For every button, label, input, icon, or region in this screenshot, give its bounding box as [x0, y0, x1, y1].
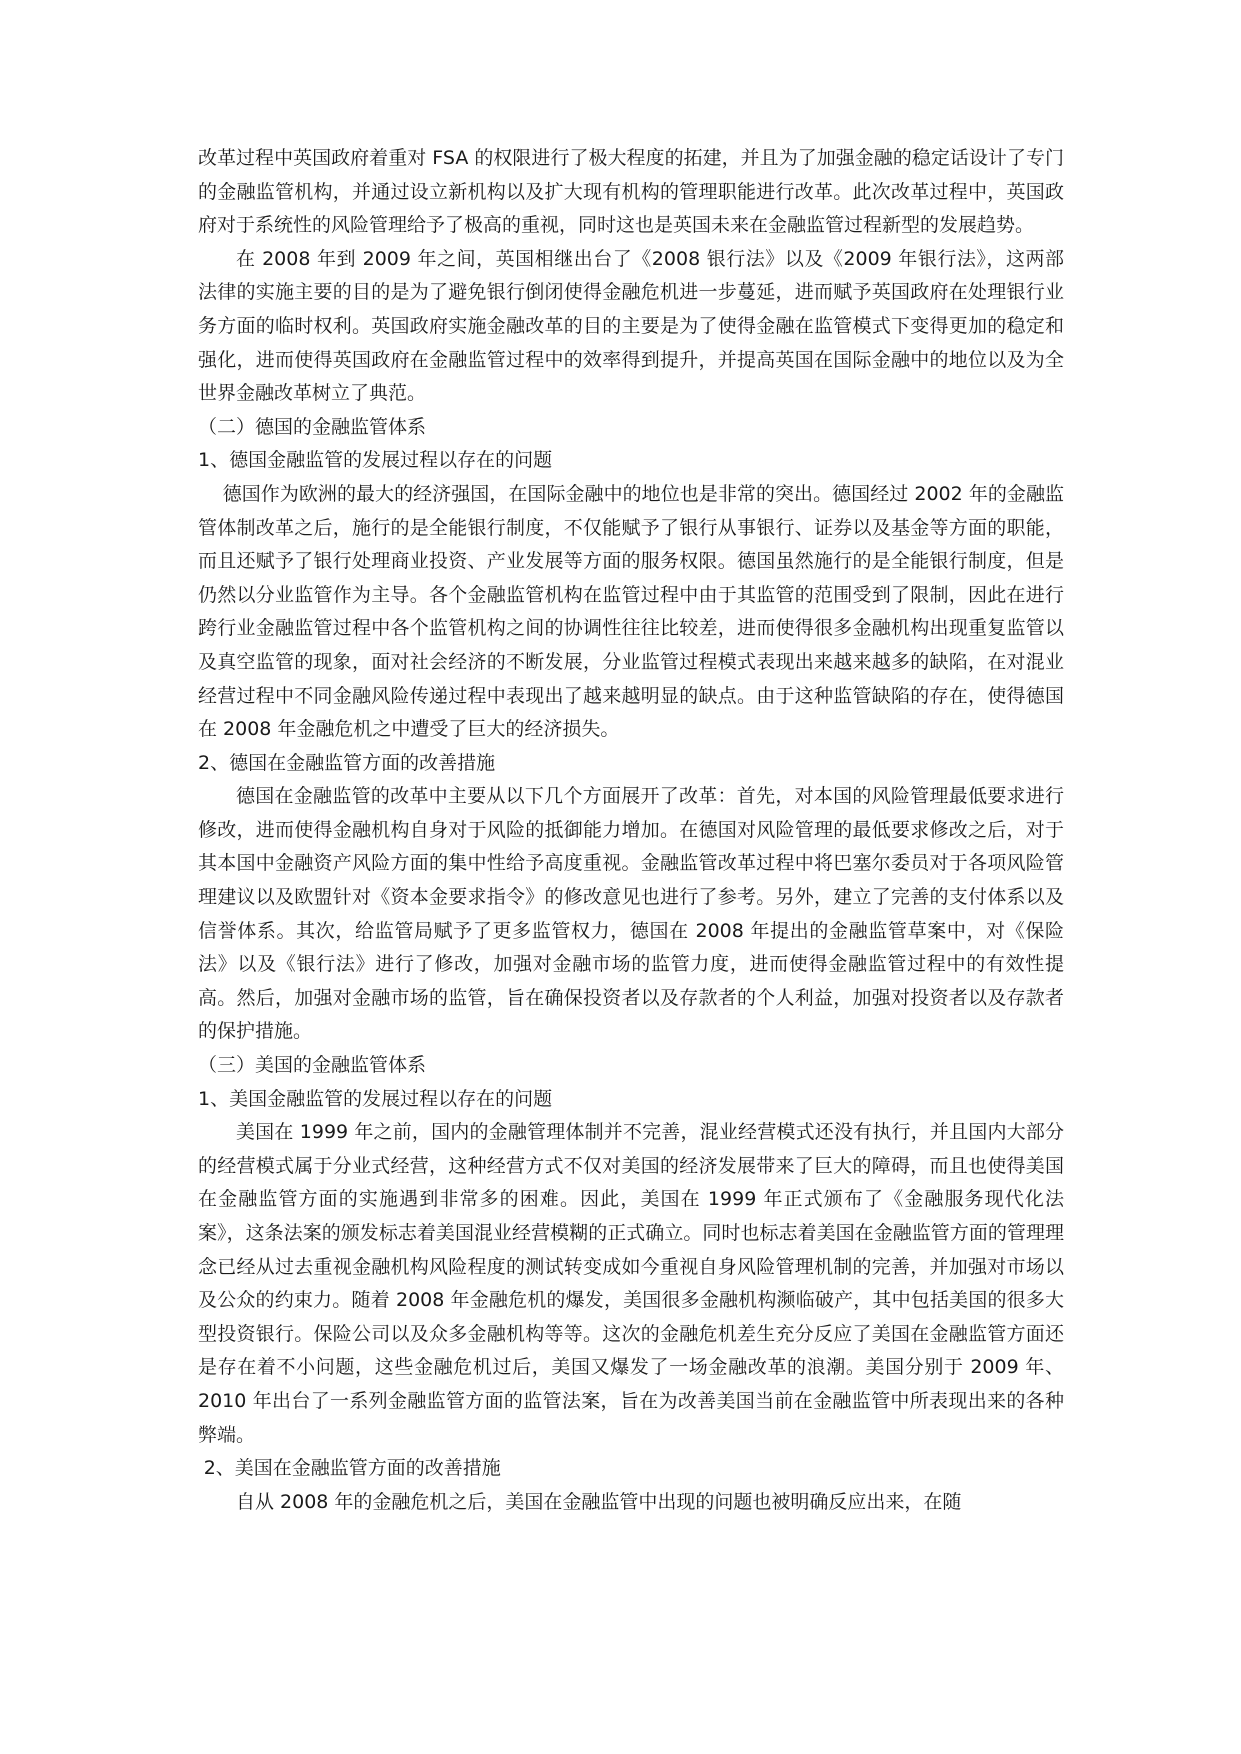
paragraph-usa-measures: 自从 2008 年的金融危机之后，美国在金融监管中出现的问题也被明确反应出来，在随 [236, 1490, 962, 1513]
paragraph-usa-problems: 美国在 1999 年之前，国内的金融管理体制并不完善，混业经营模式还没有执行，并且国内大部分的经营模式属于分业式经营，这种经营方式不仅对美国的经济发展带来了巨大的障碍，而且也使得美国在金融监管方面的实施遇到非常多的困难。因此，美国在 1999 年正式颁布了《金融服务现代化法案》，这条法案的颁发标志着美国混业经营模糊的正式确立。同时也标志着美国在金融监管方面的管理理念已经从过去重视金融机构风险程度的测试转变成如今重视自身风险管理机制的完善，并加强对市场以及公众的约束力。随着 2008 年金融危机的爆发，美国很多金融机构濒临破产，其中包括美国的很多大型投资银行。保险公司以及众多金融机构等等。这次的金融危机差生充分反应了美国在金融监管方面还是存在着不小问题，这些金融危机过后，美国又爆发了一场金融改革的浪潮。美国分别于 2009 年、2010 年出台了一系列金融监管方面的监管法案，旨在为改善美国当前在金融监管中所表现出来的各种弊端。 [198, 1121, 1064, 1446]
subheading-usa-measures: 2、美国在金融监管方面的改善措施 [203, 1457, 501, 1480]
paragraph-uk-reform: 改革过程中英国政府着重对 FSA 的权限进行了极大程度的拓建，并且为了加强金融的稳定话设计了专门的金融监管机构，并通过设立新机构以及扩大现有机构的管理职能进行改革。此次改革过程中，英国政府对于系统性的风险管理给予了极高的重视，同时这也是英国未来在金融监管过程新型的发展趋势。 [198, 147, 1064, 237]
document-body [198, 142, 1064, 1519]
paragraph-uk-banking-act: 在 2008 年到 2009 年之间，英国相继出台了《2008 银行法》以及《2009 年银行法》，这两部法律的实施主要的目的是为了避免银行倒闭使得金融危机进一步蔓延，进而赋予英国政府在处理银行业务方面的临时权利。英国政府实施金融改革的目的主要是为了使得金融在监管模式下变得更加的稳定和强化，进而使得英国政府在金融监管过程中的效率得到提升，并提高英国在国际金融中的地位以及为全世界金融改革树立了典范。 [198, 247, 1064, 405]
paragraph-germany-measures: 德国在金融监管的改革中主要从以下几个方面展开了改革：首先，对本国的风险管理最低要求进行修改，进而使得金融机构自身对于风险的抵御能力增加。在德国对风险管理的最低要求修改之后，对于其本国中金融资产风险方面的集中性给予高度重视。金融监管改革过程中将巴塞尔委员对于各项风险管理建议以及欧盟针对《资本金要求指令》的修改意见也进行了参考。另外，建立了完善的支付体系以及信誉体系。其次，给监管局赋予了更多监管权力，德国在 2008 年提出的金融监管草案中，对《保险法》以及《银行法》进行了修改，加强对金融市场的监管力度，进而使得金融监管过程中的有效性提高。然后，加强对金融市场的监管，旨在确保投资者以及存款者的个人利益，加强对投资者以及存款者的保护措施。 [198, 785, 1064, 1043]
section-heading-usa: （三）美国的金融监管体系 [198, 1054, 427, 1077]
subheading-usa-problems: 1、美国金融监管的发展过程以存在的问题 [198, 1087, 553, 1110]
subheading-germany-measures: 2、德国在金融监管方面的改善措施 [198, 751, 496, 774]
subheading-germany-problems: 1、德国金融监管的发展过程以存在的问题 [198, 449, 553, 472]
section-heading-germany: （二）德国的金融监管体系 [198, 415, 427, 438]
paragraph-germany-problems: 德国作为欧洲的最大的经济强国，在国际金融中的地位也是非常的突出。德国经过 2002 年的金融监管体制改革之后，施行的是全能银行制度，不仅能赋予了银行从事银行、证券以及基金等方面的职能，而且还赋予了银行处理商业投资、产业发展等方面的服务权限。德国虽然施行的是全能银行制度，但是仍然以分业监管作为主导。各个金融监管机构在监管过程中由于其监管的范围受到了限制，因此在进行跨行业金融监管过程中各个监管机构之间的协调性往往比较差，进而使得很多金融机构出现重复监管以及真空监管的现象，面对社会经济的不断发展，分业监管过程模式表现出来越来越多的缺陷，在对混业经营过程中不同金融风险传递过程中表现出了越来越明显的缺点。由于这种监管缺陷的存在，使得德国在 2008 年金融危机之中遭受了巨大的经济损失。 [198, 482, 1064, 741]
